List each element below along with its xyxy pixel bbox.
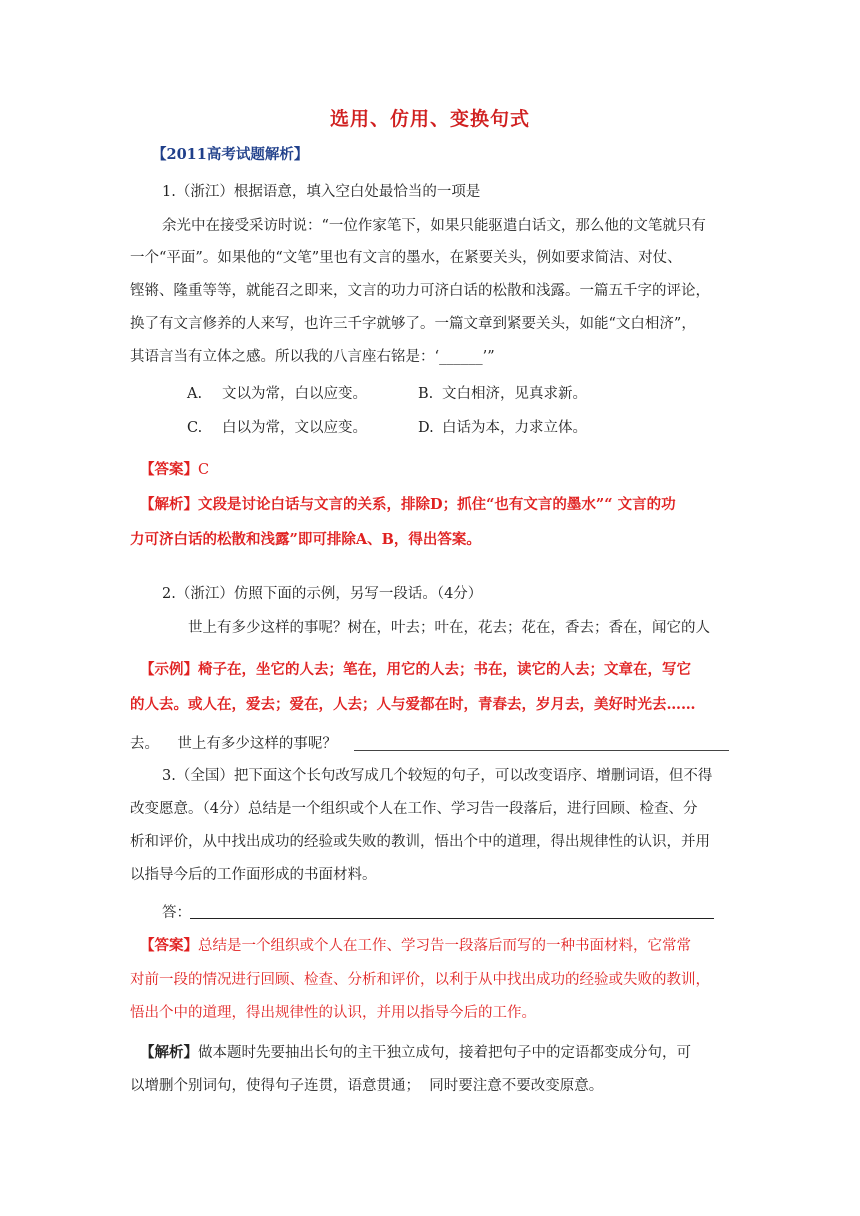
q1-answer (140, 460, 209, 480)
sample-text: 椅子在，坐它的人去；笔在，用它的人去；书在，读它的人去；文章在，写它 (198, 661, 691, 678)
q2-tail: 去。 世上有多少这样的事呢？ (130, 736, 337, 752)
q3-analysis-line (140, 1043, 691, 1063)
q3-analysis-line: 以增删个别词句，使得句子连贯，语意贯通； 同时要注意不要改变原意。 (130, 1078, 604, 1094)
q1-option-b-text: 文白相济，见真求新。 (442, 386, 587, 402)
q1-passage-line: 换了有文言修养的人来写，也许三千字就够了。一篇文章到紧要关头，如能“文白相济”， (130, 316, 696, 332)
q2-stem: 2.（浙江）仿照下面的示例，另写一段话。（4分） (162, 586, 483, 602)
q3-answer-line: 对前一段的情况进行回顾、检查、分析和评价，以利于从中找出成功的经验或失败的教训， (130, 972, 710, 988)
answer-tag: 【答案】 (140, 937, 198, 954)
q3-line: 3.（全国）把下面这个长句改写成几个较短的句子，可以改变语序、增删词语，但不得 (162, 768, 713, 784)
q3-line: 以指导今后的工作面形成的书面材料。 (130, 867, 377, 883)
q1-passage-line: 铿锵、隆重等等，就能召之即来，文言的功力可济白话的松散和浅露。一篇五千字的评论， (130, 283, 710, 299)
q2-sample-line (140, 660, 691, 680)
q1-analysis-line: 力可济白话的松散和浅露”即可排除A、B，得出答案。 (130, 531, 481, 548)
section-header: 【2011高考试题解析】 (152, 146, 309, 163)
q1-passage-line: 余光中在接受采访时说：“一位作家笔下，如果只能驱遣白话文，那么他的文笔就只有 (162, 218, 706, 234)
analysis-tag: 【解析】 (140, 496, 198, 513)
q3-answer-blank[interactable] (190, 918, 714, 919)
q3-answer-line: 悟出个中的道理，得出规律性的认识，并用以指导今后的工作。 (130, 1005, 536, 1021)
q3-answer-label: 答： (162, 905, 191, 921)
q1-option-d-letter: D. (418, 420, 434, 436)
analysis-text: 做本题时先要抽出长句的主干独立成句，接着把句子中的定语都变成分句，可 (198, 1045, 691, 1061)
q1-passage-line: 一个“平面”。如果他的“文笔”里也有文言的墨水，在紧要关头，例如要求简洁、对仗、 (130, 250, 682, 266)
q1-analysis-line (140, 495, 676, 515)
answer-tag: 【答案】 (140, 461, 198, 478)
q2-sample-line: 的人去。或人在，爱去；爱在，人去；人与爱都在时，青春去，岁月去，美好时光去…… (130, 696, 696, 713)
q1-option-a-letter: A. (187, 386, 203, 402)
q1-option-c-text: 白以为常，文以应变。 (222, 420, 367, 436)
q1-option-a-text: 文以为常，白以应变。 (222, 386, 367, 402)
q2-example-line: 世上有多少这样的事呢？树在，叶去；叶在，花去；花在，香去；香在，闻它的人 (188, 620, 710, 636)
analysis-tag: 【解析】 (140, 1044, 198, 1061)
q1-option-b-letter: B. (418, 386, 434, 402)
q2-answer-blank[interactable] (354, 750, 729, 751)
q1-stem: 1.（浙江）根据语意，填入空白处最恰当的一项是 (162, 184, 481, 200)
q3-line: 析和评价，从中找出成功的经验或失败的教训，悟出个中的道理，得出规律性的认识，并用 (130, 834, 710, 850)
q3-line: 改变愿意。（4分）总结是一个组织或个人在工作、学习告一段落后，进行回顾、检查、分 (130, 801, 698, 817)
q1-option-c-letter: C. (187, 420, 203, 436)
answer-text: 总结是一个组织或个人在工作、学习告一段落后而写的一种书面材料，它常常 (198, 938, 691, 954)
sample-tag: 【示例】 (140, 661, 198, 678)
analysis-text: 文段是讨论白话与文言的关系，排除D；抓住“也有文言的墨水”“ 文言的功 (198, 496, 676, 513)
q1-passage-line: 其语言当有立体之感。所以我的八言座右铭是：‘______’” (130, 349, 495, 365)
page-title: 选用、仿用、变换句式 (329, 108, 530, 130)
q3-answer-line (140, 936, 691, 956)
q1-option-d-text: 白话为本，力求立体。 (442, 420, 587, 436)
answer-value: C (198, 462, 210, 478)
